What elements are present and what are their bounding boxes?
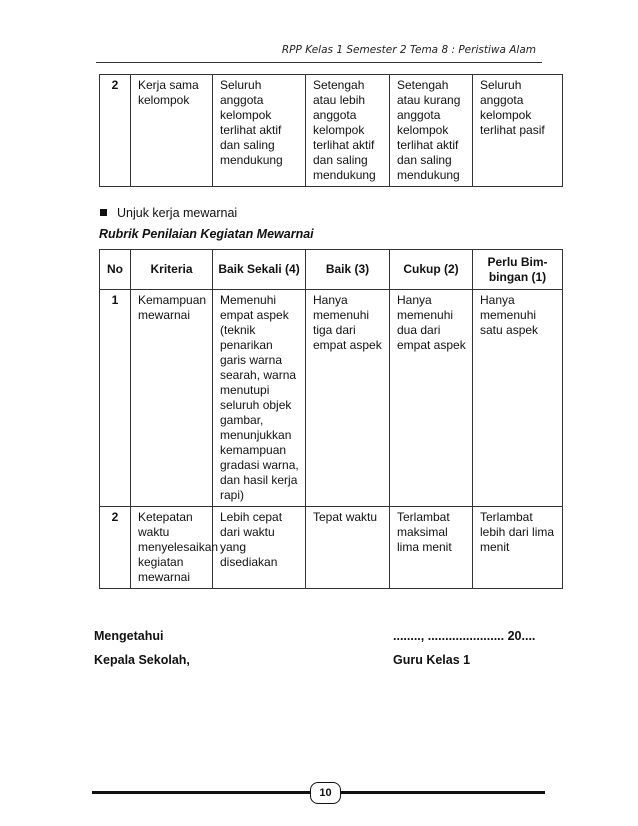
rubric-table-continued	[99, 74, 563, 187]
footer-rule-right	[339, 791, 545, 794]
table-header-row	[100, 250, 563, 290]
score-3-cell: Tepat waktu	[306, 507, 390, 589]
score-2-cell: Hanya memenuhi dua dari empat aspek	[390, 290, 473, 507]
sign-left-line2: Kepala Sekolah,	[94, 653, 190, 667]
sign-left-line1: Mengetahui	[94, 629, 164, 643]
header-score-4: Baik Sekali (4)	[213, 250, 306, 290]
bullet-text: Unjuk kerja mewarnai	[117, 206, 238, 220]
header-score-3: Baik (3)	[306, 250, 390, 290]
row-number: 2	[100, 75, 131, 187]
score-4-cell: Seluruh anggota kelompok terlihat aktif dan saling mendukung	[213, 75, 306, 187]
score-3-cell: Setengah atau lebih anggota kelompok terlihat aktif dan saling mendukung	[306, 75, 390, 187]
score-2-cell: Terlambat maksimal lima menit	[390, 507, 473, 589]
table-row	[100, 290, 563, 507]
table-row	[100, 507, 563, 589]
score-1-cell: Seluruh anggota kelompok terlihat pasif	[473, 75, 563, 187]
row-number: 2	[100, 507, 131, 589]
sign-right-date: ........, ...................... 20....	[393, 629, 536, 643]
rubric-title: Rubrik Penilaian Kegiatan Mewarnai	[99, 227, 314, 241]
score-3-cell: Hanya memenuhi tiga dari empat aspek	[306, 290, 390, 507]
table-row	[100, 75, 563, 187]
sign-right-role: Guru Kelas 1	[393, 653, 471, 667]
header-score-1: Perlu Bim-bingan (1)	[473, 250, 563, 290]
score-4-cell: Lebih cepat dari waktu yang disediakan	[213, 507, 306, 589]
score-4-cell: Memenuhi empat aspek (teknik penarikan garis warna searah, warna menutupi seluruh objek gambar, menunjukkan kemampuan gradasi warna, dan hasil kerja rapi)	[213, 290, 306, 507]
header-score-2: Cukup (2)	[390, 250, 473, 290]
rubric-table	[99, 249, 563, 589]
header-no: No	[100, 250, 131, 290]
running-header: RPP Kelas 1 Semester 2 Tema 8 : Peristiwa Alam	[281, 44, 536, 56]
row-number: 1	[100, 290, 131, 507]
header-rule	[96, 62, 542, 63]
criteria-cell: Kerja sama kelompok	[131, 75, 213, 187]
bullet-item	[100, 206, 237, 220]
score-1-cell: Terlambat lebih dari lima menit	[473, 507, 563, 589]
page-number: 10	[310, 782, 341, 804]
criteria-cell: Kemampuan mewarnai	[131, 290, 213, 507]
score-2-cell: Setengah atau kurang anggota kelompok terlihat aktif dan saling mendukung	[390, 75, 473, 187]
criteria-cell: Ketepatan waktu menyelesaikan kegiatan mewarnai	[131, 507, 213, 589]
header-criteria: Kriteria	[131, 250, 213, 290]
square-bullet-icon	[100, 209, 107, 216]
footer-rule-left	[92, 791, 311, 794]
score-1-cell: Hanya memenuhi satu aspek	[473, 290, 563, 507]
